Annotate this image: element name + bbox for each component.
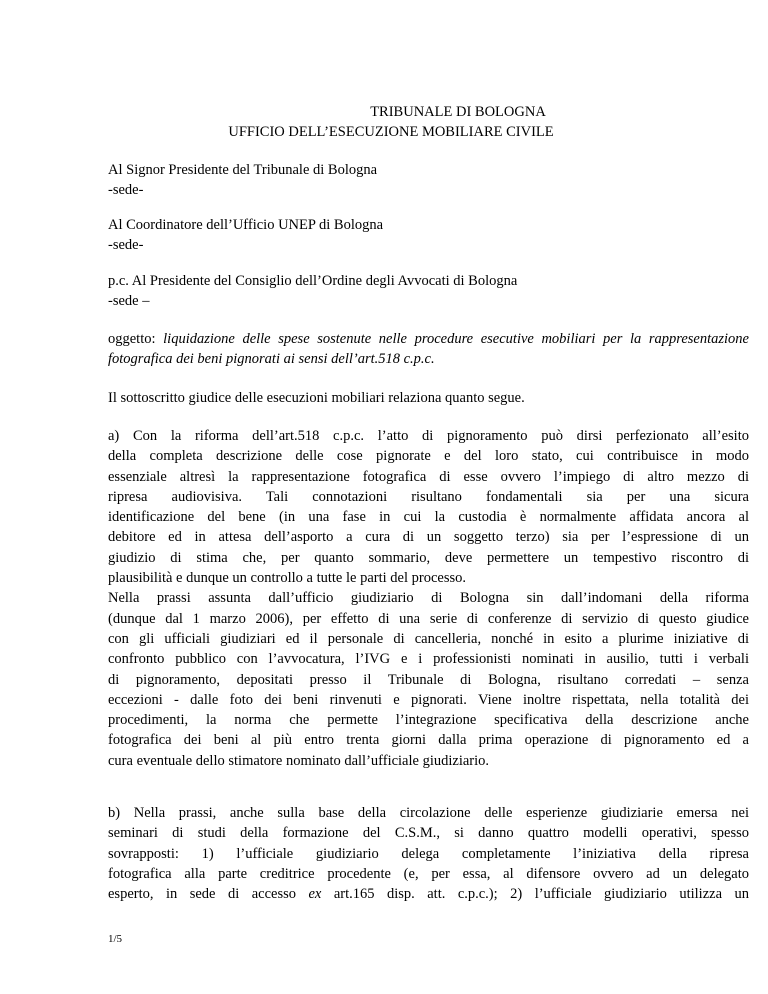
section-b-line: seminari di studi della formazione del C.S.M., si danno quattro modelli operativi, spesso (108, 825, 749, 842)
subject-text-line-2: fotografica dei beni pignorati ai sensi dell’art.518 c.p.c. (108, 351, 435, 368)
section-a-line: Nella prassi assunta dall’ufficio giudiziario di Bologna sin dall’indomani della riforma (108, 590, 749, 607)
subject-label: oggetto: (108, 331, 164, 347)
section-a-line: essenziale altresì la rappresentazione fotografica di esse ovvero l’impiego di altro mezzo di (108, 468, 749, 485)
subject-text-line-1: liquidazione delle spese sostenute nelle procedure esecutive mobiliari per la rappresentazione (163, 331, 749, 347)
addressee-place: -sede- (108, 182, 144, 198)
intro-paragraph: Il sottoscritto giudice delle esecuzioni mobiliari relaziona quanto segue. (108, 390, 525, 406)
section-b-line: sovrapposti: 1) l’ufficiale giudiziario delega completamente l’iniziativa della ripresa (108, 845, 749, 862)
section-a-line: procedimenti, la norma che permette l’integrazione specificativa della descrizione anche (108, 712, 749, 729)
section-a-line: a) Con la riforma dell’art.518 c.p.c. l’atto di pignoramento può dirsi perfezionato all’esito (108, 428, 749, 444)
section-a-paragraph (108, 426, 749, 771)
addressee-3 (108, 271, 748, 311)
office-title: UFFICIO DELL’ESECUZIONE MOBILIARE CIVILE (228, 124, 554, 140)
section-b-line: b) Nella prassi, anche sulla base della circolazione delle esperienze giudiziarie emersa nei (108, 805, 749, 821)
addressee-name: Al Coordinatore dell’Ufficio UNEP di Bologna (108, 217, 384, 233)
subject-paragraph (108, 329, 749, 370)
addressee-place: -sede- (108, 237, 144, 253)
section-a-line: (dunque dal 1 marzo 2006), per effetto di una serie di conferenze di servizio di questo giudice (108, 610, 749, 627)
section-b-line: fotografica alla parte creditrice procedente (e, per essa, al difensore ovvero ad un delegato (108, 865, 749, 882)
section-a-line: della completa descrizione delle cose pignorate e del loro stato, cui contribuisce in modo (108, 448, 749, 465)
section-a-line: confronto pubblico con l’avvocatura, l’IVG e i professionisti nominati in ausilio, tutti i verbali (108, 651, 749, 668)
section-a-line: con gli ufficiali giudiziari ed il personale di cancelleria, nonché in esito a plurime iniziative di (108, 630, 749, 647)
section-a-line: di pignoramento, depositati presso il Tribunale di Bologna, risultano corredati – senza (108, 671, 749, 688)
italic-ex: ex (308, 886, 322, 903)
section-a-line: debitore ed in attesa dell’asporto a cura di un soggetto terzo) sia per l’espressione di un (108, 529, 749, 546)
addressee-name: p.c. Al Presidente del Consiglio dell’Ordine degli Avvocati di Bologna (108, 273, 518, 289)
section-b-line: esperto, in sede di accesso ex art.165 disp. att. c.p.c.); 2) l’ufficiale giudiziario utilizza un (108, 886, 749, 903)
addressee-1 (108, 160, 748, 200)
section-a-line: giudizio di stima che, per quanto sommario, deve permettere un tempestivo riscontro di (108, 549, 749, 566)
section-a-line: ripresa audiovisiva. Tali connotazioni risultano fondamentali sia per una sicura (108, 488, 749, 505)
addressee-place: -sede – (108, 293, 150, 309)
section-a-line: fotografica dei beni al più entro trenta giorni dalla prima operazione di pignoramento ed a (108, 732, 749, 749)
page-number: 1/5 (108, 933, 123, 945)
section-a-line: cura eventuale dello stimatore nominato dall’ufficiale giudiziario. (108, 752, 490, 769)
addressee-2 (108, 215, 748, 255)
court-title: TRIBUNALE DI BOLOGNA (370, 104, 546, 120)
section-a-line: plausibilità e dunque un controllo a tutte le parti del processo. (108, 570, 466, 587)
section-a-line: identificazione del bene (in una fase in cui la custodia è normalmente affidata ancora al (108, 509, 749, 526)
section-a-line: eccezioni - dalle foto dei beni rinvenuti e pignorati. Viene inoltre rispettata, nella totalità dei (108, 691, 749, 708)
addressee-name: Al Signor Presidente del Tribunale di Bologna (108, 162, 378, 178)
section-b-paragraph (108, 803, 749, 904)
